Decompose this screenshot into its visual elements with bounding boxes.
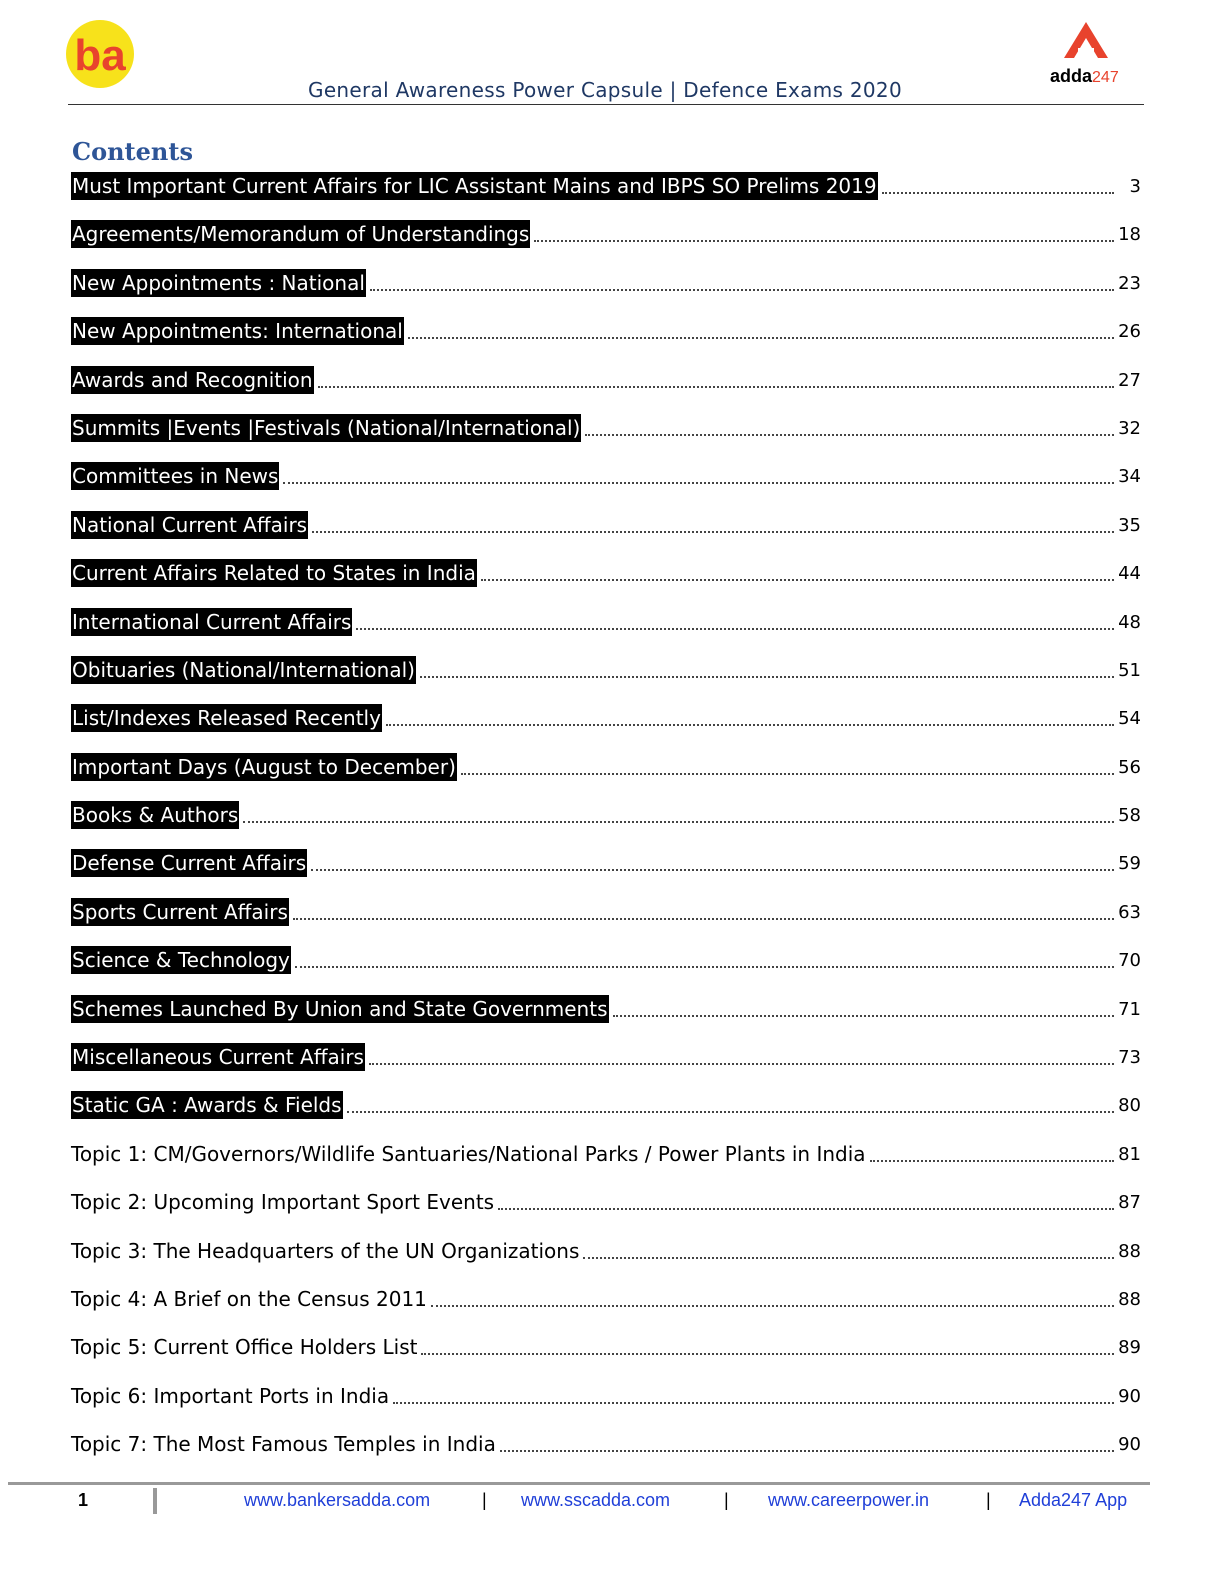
toc-entry-page: 88: [1118, 1240, 1141, 1262]
toc-entry-label[interactable]: Topic 3: The Headquarters of the UN Organizations: [71, 1238, 580, 1263]
toc-entry-page: 87: [1118, 1192, 1141, 1214]
toc-dot-leader: [585, 414, 1114, 436]
toc-entry[interactable]: [71, 172, 1141, 220]
toc-entry[interactable]: [71, 898, 1141, 946]
toc-entry-page: 23: [1118, 272, 1141, 294]
toc-entry-page: 70: [1118, 950, 1141, 972]
toc-entry-label[interactable]: List/Indexes Released Recently: [72, 706, 381, 731]
toc-entry-page: 73: [1118, 1047, 1141, 1069]
toc-dot-leader: [370, 269, 1114, 291]
toc-entry[interactable]: [71, 366, 1141, 414]
toc-entry-page: 56: [1118, 756, 1141, 778]
toc-entry-label[interactable]: Sports Current Affairs: [72, 899, 288, 924]
toc-entry[interactable]: [71, 849, 1141, 897]
toc-entry-label[interactable]: New Appointments : National: [72, 270, 365, 295]
toc-entry-page: 54: [1118, 708, 1141, 730]
toc-dot-leader: [393, 1382, 1114, 1404]
toc-entry-label[interactable]: Must Important Current Affairs for LIC Assistant Mains and IBPS SO Prelims 2019: [72, 174, 877, 198]
toc-entry[interactable]: [71, 1043, 1141, 1091]
toc-dot-leader: [882, 172, 1114, 194]
toc-entry-label[interactable]: Current Affairs Related to States in India: [72, 561, 476, 586]
toc-dot-leader: [312, 511, 1114, 533]
toc-entry[interactable]: [71, 1382, 1141, 1430]
footer-divider: [8, 1482, 1150, 1485]
toc-entry-page: 51: [1118, 659, 1141, 681]
toc-entry[interactable]: [71, 946, 1141, 994]
toc-dot-leader: [481, 559, 1114, 581]
toc-entry-label[interactable]: Defense Current Affairs: [72, 851, 307, 876]
toc-entry-label[interactable]: New Appointments: International: [72, 319, 403, 344]
footer-link-bankersadda[interactable]: www.bankersadda.com: [244, 1490, 431, 1510]
toc-dot-leader: [583, 1237, 1114, 1259]
toc-dot-leader: [421, 1333, 1114, 1355]
toc-entry[interactable]: [71, 1430, 1141, 1478]
toc-entry[interactable]: [71, 1333, 1141, 1381]
footer-link-sscadda[interactable]: www.sscadda.com: [521, 1490, 671, 1510]
toc-entry-label[interactable]: Static GA : Awards & Fields: [72, 1093, 342, 1118]
toc-dot-leader: [408, 317, 1114, 339]
footer-separator: |: [482, 1490, 487, 1510]
table-of-contents: [71, 172, 1141, 1479]
toc-entry-label[interactable]: Agreements/Memorandum of Understandings: [72, 222, 530, 247]
toc-entry[interactable]: [71, 414, 1141, 462]
toc-entry-page: 80: [1118, 1095, 1141, 1117]
toc-entry-page: 44: [1118, 563, 1141, 585]
toc-dot-leader: [369, 1043, 1114, 1065]
toc-dot-leader: [347, 1091, 1114, 1113]
toc-entry-page: 89: [1118, 1337, 1141, 1359]
toc-entry-page: 59: [1118, 853, 1141, 875]
toc-entry-label[interactable]: Topic 2: Upcoming Important Sport Events: [71, 1190, 495, 1215]
toc-dot-leader: [500, 1430, 1114, 1452]
toc-entry-label[interactable]: Topic 6: Important Ports in India: [71, 1383, 390, 1408]
toc-entry-page: 48: [1118, 611, 1141, 633]
toc-dot-leader: [293, 898, 1114, 920]
toc-dot-leader: [534, 220, 1114, 242]
toc-entry[interactable]: [71, 704, 1141, 752]
footer-vertical-bar: [153, 1488, 157, 1514]
toc-entry-page: 27: [1118, 369, 1141, 391]
toc-dot-leader: [283, 462, 1114, 484]
toc-entry-page: 26: [1118, 321, 1141, 343]
toc-entry-page: 32: [1118, 417, 1141, 439]
toc-entry-label[interactable]: Science & Technology: [72, 948, 290, 973]
toc-entry[interactable]: [71, 269, 1141, 317]
toc-entry[interactable]: [71, 511, 1141, 559]
toc-dot-leader: [243, 801, 1114, 823]
toc-entry-page: 90: [1118, 1434, 1141, 1456]
toc-dot-leader: [498, 1188, 1114, 1210]
contents-heading: Contents: [72, 137, 193, 166]
toc-entry[interactable]: [71, 1237, 1141, 1285]
toc-entry[interactable]: [71, 1140, 1141, 1188]
toc-dot-leader: [356, 608, 1114, 630]
toc-entry[interactable]: [71, 608, 1141, 656]
toc-entry-page: 90: [1118, 1385, 1141, 1407]
adda247-brand-text: adda: [1050, 66, 1093, 86]
footer-separator: |: [986, 1490, 991, 1510]
toc-entry-page: 3: [1129, 176, 1141, 197]
toc-entry-label[interactable]: National Current Affairs: [72, 512, 308, 537]
footer-separator: |: [724, 1490, 729, 1510]
toc-entry-label[interactable]: Topic 7: The Most Famous Temples in India: [71, 1432, 496, 1457]
toc-entry-label[interactable]: Schemes Launched By Union and State Governments: [72, 996, 608, 1021]
toc-entry[interactable]: [71, 462, 1141, 510]
toc-entry-label[interactable]: Awards and Recognition: [72, 367, 313, 392]
toc-entry[interactable]: [71, 1285, 1141, 1333]
footer-link-careerpower[interactable]: www.careerpower.in: [768, 1490, 930, 1510]
toc-dot-leader: [318, 366, 1114, 388]
toc-entry-page: 71: [1118, 998, 1141, 1020]
toc-entry[interactable]: [71, 317, 1141, 365]
toc-entry-label[interactable]: Committees in News: [72, 464, 279, 489]
toc-entry-label[interactable]: Summits |Events |Festivals (National/International): [72, 415, 581, 440]
document-header-title: General Awareness Power Capsule | Defence Exams 2020: [308, 78, 902, 102]
adda247-a-icon: [1050, 18, 1146, 66]
toc-entry-page: 35: [1118, 514, 1141, 536]
toc-entry-page: 18: [1118, 224, 1141, 246]
toc-entry-label[interactable]: Topic 4: A Brief on the Census 2011: [71, 1286, 427, 1311]
toc-entry[interactable]: [71, 753, 1141, 801]
toc-entry[interactable]: [71, 559, 1141, 607]
toc-entry[interactable]: [71, 1188, 1141, 1236]
toc-dot-leader: [420, 656, 1114, 678]
toc-dot-leader: [431, 1285, 1114, 1307]
toc-entry-label[interactable]: Books & Authors: [72, 803, 239, 828]
toc-entry[interactable]: [71, 220, 1141, 268]
toc-dot-leader: [613, 995, 1115, 1017]
toc-dot-leader: [295, 946, 1114, 968]
toc-entry-label[interactable]: Topic 5: Current Office Holders List: [71, 1335, 418, 1360]
svg-text:ba: ba: [74, 31, 126, 80]
toc-entry-page: 58: [1118, 805, 1141, 827]
toc-entry-page: 63: [1118, 901, 1141, 923]
toc-entry-page: 81: [1118, 1143, 1141, 1165]
toc-dot-leader: [386, 704, 1114, 726]
footer-link-adda247-app[interactable]: Adda247 App: [1019, 1490, 1128, 1510]
page-number: 1: [78, 1490, 89, 1510]
toc-dot-leader: [461, 753, 1114, 775]
toc-dot-leader: [870, 1140, 1114, 1162]
toc-entry[interactable]: [71, 995, 1141, 1043]
toc-entry-page: 88: [1118, 1288, 1141, 1310]
toc-entry-label[interactable]: Miscellaneous Current Affairs: [72, 1045, 364, 1070]
toc-entry-label[interactable]: Obituaries (National/International): [72, 657, 415, 682]
toc-entry-label[interactable]: Important Days (August to December): [72, 754, 456, 779]
toc-entry-page: 34: [1118, 466, 1141, 488]
adda247-number-text: 247: [1092, 69, 1119, 86]
toc-dot-leader: [311, 849, 1114, 871]
toc-entry[interactable]: [71, 656, 1141, 704]
header-divider: [68, 104, 1144, 105]
toc-entry-label[interactable]: International Current Affairs: [72, 609, 352, 634]
toc-entry[interactable]: [71, 1091, 1141, 1139]
toc-entry-label[interactable]: Topic 1: CM/Governors/Wildlife Santuaries/National Parks / Power Plants in India: [71, 1141, 866, 1166]
toc-entry[interactable]: [71, 801, 1141, 849]
